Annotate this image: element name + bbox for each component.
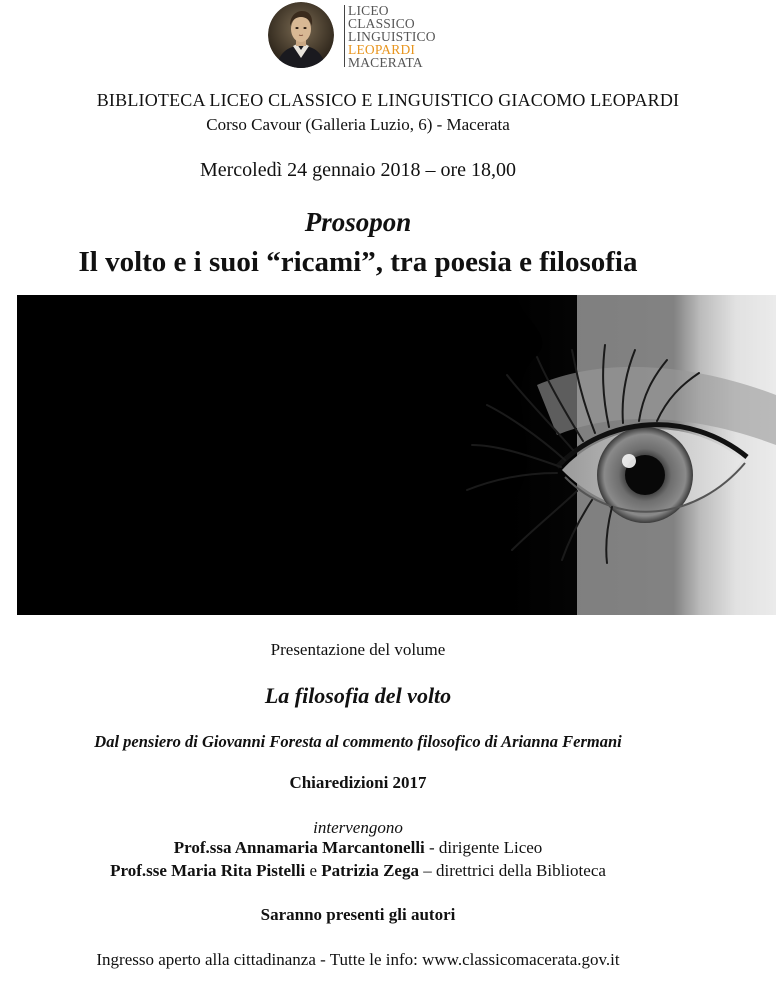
leopardi-portrait-icon (268, 2, 334, 68)
speaker-2-role: – direttrici della Biblioteca (418, 861, 606, 880)
speaker-1-role: - dirigente Liceo (424, 838, 543, 857)
speaker-1-name: Prof.ssa Annamaria Marcantonelli (173, 838, 425, 857)
logo-line-2: CLASSICO (348, 16, 415, 31)
library-name: BIBLIOTECA LICEO CLASSICO E LINGUISTICO GIACOMO LEOPARDI (96, 90, 680, 110)
logo-line-4: LEOPARDI (348, 42, 416, 57)
publisher: Chiaredizioni 2017 (289, 773, 427, 792)
speaker-line-2 (0, 861, 716, 881)
event-subtitle: Il volto e i suoi “ricami”, tra poesia e filosofia (78, 246, 638, 278)
logo-line-5: MACERATA (348, 55, 423, 70)
logo-line-3: LINGUISTICO (348, 29, 436, 44)
logo-divider (344, 5, 345, 67)
speaker-2-conj: e (305, 861, 322, 880)
school-logo (268, 2, 458, 70)
book-subtitle: Dal pensiero di Giovanni Foresta al commento filosofico di Arianna Fermani (94, 732, 622, 751)
event-title: Prosopon (304, 207, 412, 237)
authors-note: Saranno presenti gli autori (260, 905, 456, 924)
footer-info: Ingresso aperto alla cittadinanza - Tutte le info: www.classicomacerata.gov.it (96, 950, 620, 969)
speaker-line-1 (0, 838, 716, 858)
presentation-intro: Presentazione del volume (270, 640, 446, 659)
event-date: Mercoledì 24 gennaio 2018 – ore 18,00 (199, 159, 517, 181)
eye-photo (17, 295, 776, 615)
book-title: La filosofia del volto (264, 683, 452, 708)
logo-line-1: LICEO (348, 3, 389, 18)
speakers-intro: intervengono (313, 818, 403, 837)
speaker-2-name-a: Prof.sse Maria Rita Pistelli (110, 861, 306, 880)
library-address: Corso Cavour (Galleria Luzio, 6) - Macerata (206, 115, 510, 134)
speaker-2-name-b: Patrizia Zega (321, 861, 419, 880)
